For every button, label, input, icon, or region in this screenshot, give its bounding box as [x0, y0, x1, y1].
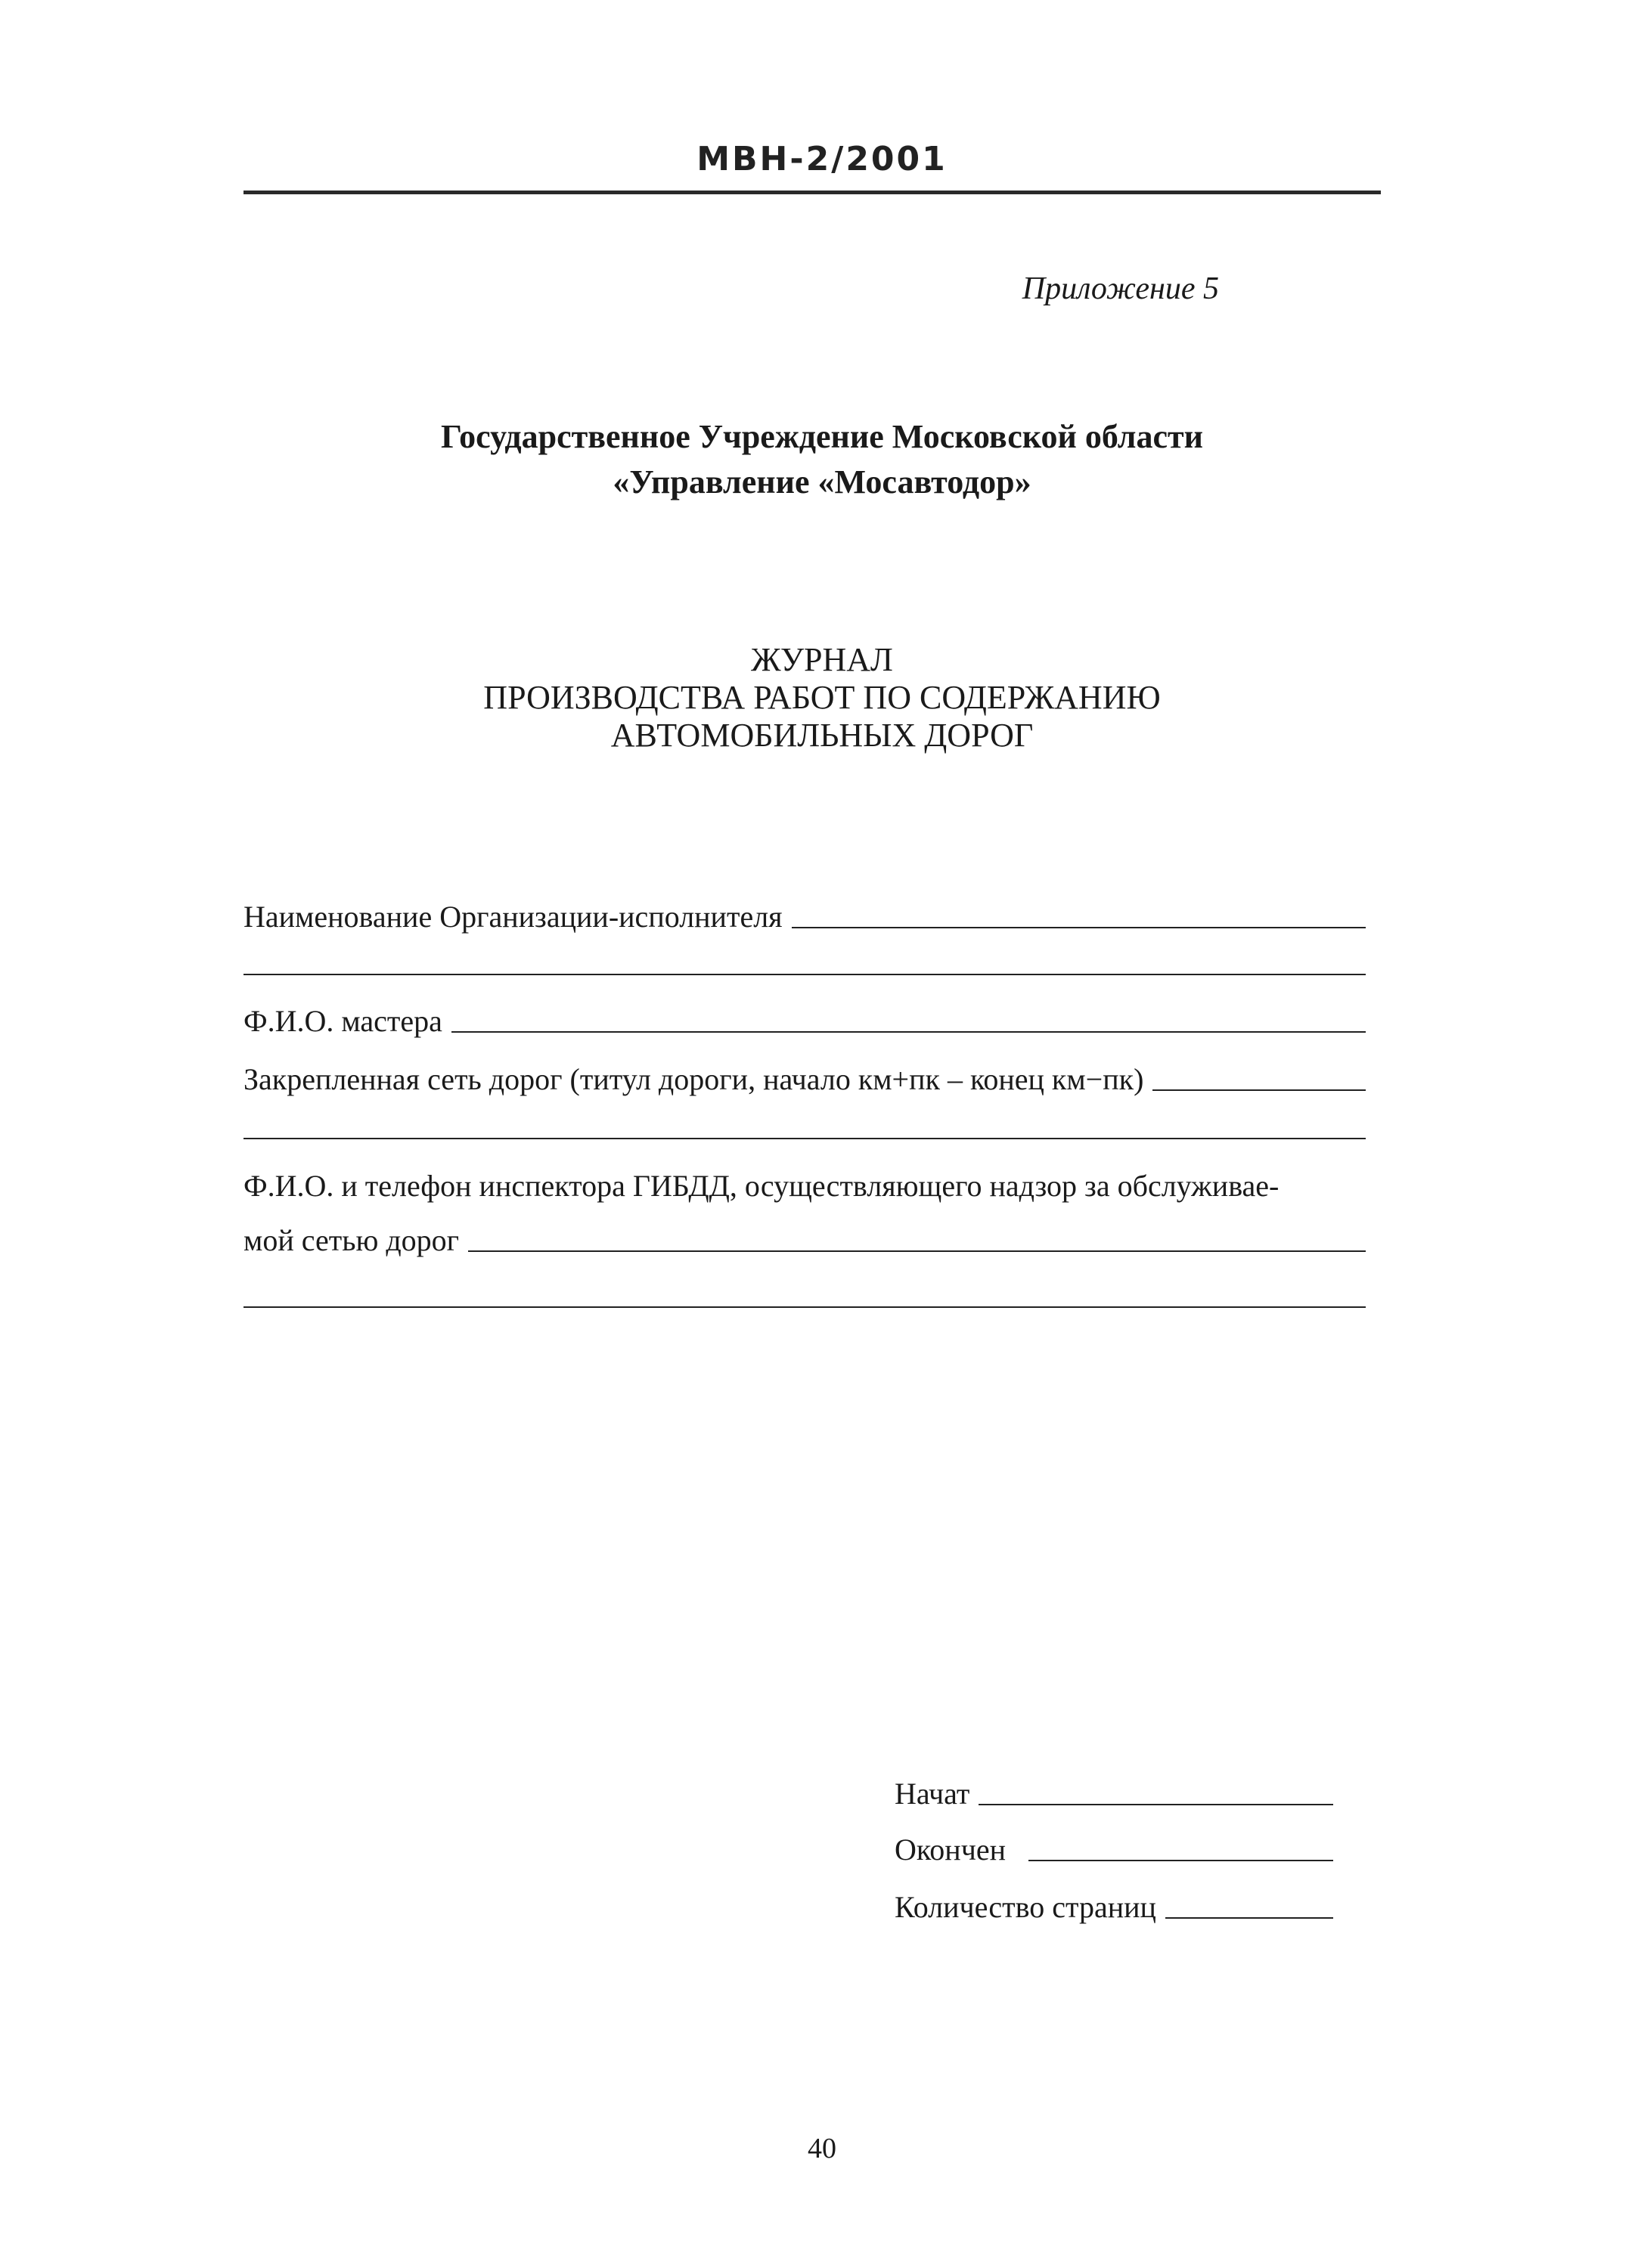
started-label: Начат	[895, 1777, 970, 1811]
finished-field[interactable]	[1028, 1860, 1333, 1861]
organization-line-1: Государственное Учреждение Московской области	[441, 418, 1203, 455]
started-row	[895, 1769, 1333, 1811]
pages-field[interactable]	[1165, 1917, 1333, 1919]
road-network-label: Закрепленная сеть дорог (титул дороги, начало км+пк – конец км−пк)	[243, 1062, 1144, 1096]
organization-line-2: «Управление «Мосавтодор»	[613, 463, 1031, 500]
foreman-label: Ф.И.О. мастера	[243, 1004, 442, 1038]
title-line-2: ПРОИЗВОДСТВА РАБОТ ПО СОДЕРЖАНИЮ	[483, 679, 1161, 716]
contractor-label: Наименование Организации-исполнителя	[243, 900, 783, 934]
inspector-label-line-1: Ф.И.О. и телефон инспектора ГИБДД, осуществляющего надзор за обслуживае-	[243, 1169, 1280, 1203]
finished-label: Окончен	[895, 1833, 1006, 1867]
pages-row	[895, 1882, 1333, 1925]
pages-label: Количество страниц	[895, 1890, 1156, 1924]
started-field[interactable]	[979, 1804, 1333, 1805]
inspector-label-line-2: мой сетью дорог	[243, 1223, 460, 1257]
document-code: МВН-2/2001	[696, 140, 948, 178]
page-number: 40	[808, 2133, 836, 2164]
signoff-block	[895, 0, 1333, 1966]
title-line-1: ЖУРНАЛ	[751, 641, 893, 678]
title-line-3: АВТОМОБИЛЬНЫХ ДОРОГ	[610, 717, 1034, 754]
finished-row	[895, 1825, 1333, 1867]
appendix-label: Приложение 5	[1022, 271, 1219, 306]
